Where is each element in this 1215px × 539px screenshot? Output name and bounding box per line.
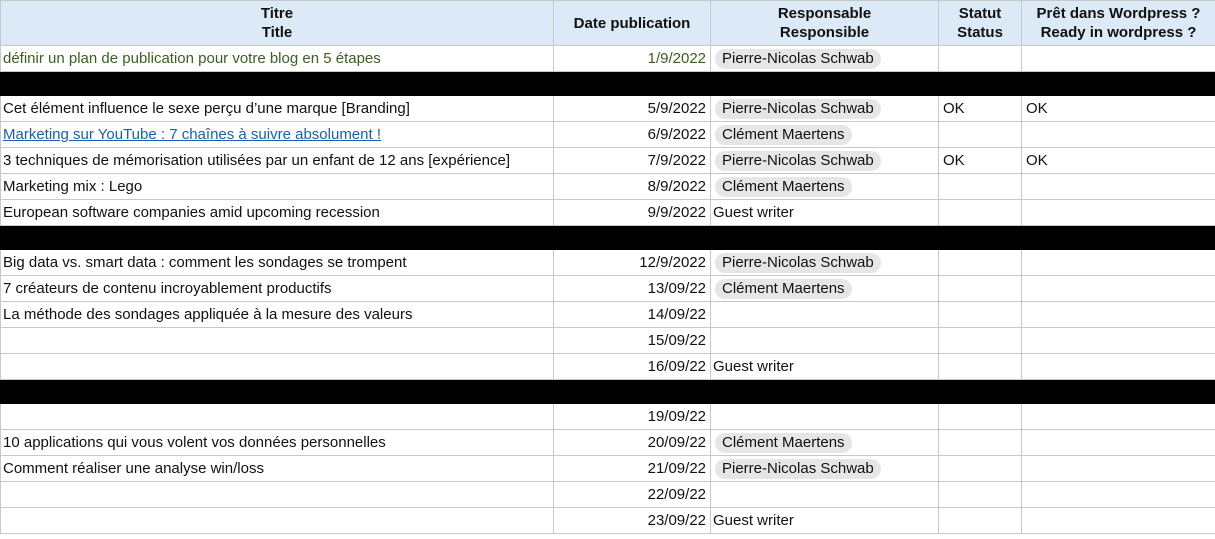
title-link[interactable]: Marketing sur YouTube : 7 chaînes à suivre absolument ! — [3, 126, 381, 143]
title-cell[interactable] — [1, 508, 554, 534]
title-cell[interactable]: définir un plan de publication pour votre blog en 5 étapes — [1, 46, 554, 72]
date-cell[interactable]: 15/09/22 — [554, 328, 711, 354]
date-cell[interactable]: 22/09/22 — [554, 482, 711, 508]
date-cell[interactable]: 14/09/22 — [554, 302, 711, 328]
date-cell[interactable]: 5/9/2022 — [554, 96, 711, 122]
date-cell[interactable]: 12/9/2022 — [554, 250, 711, 276]
responsible-cell[interactable] — [711, 456, 939, 482]
week-separator — [1, 380, 1215, 404]
status-cell[interactable] — [939, 122, 1022, 148]
date-cell[interactable]: 6/9/2022 — [554, 122, 711, 148]
table-row — [1, 508, 1215, 534]
table-row — [1, 302, 1215, 328]
responsible-cell[interactable] — [711, 250, 939, 276]
ready-cell[interactable] — [1022, 302, 1215, 328]
header-resp-en: Responsible — [779, 24, 870, 41]
ready-cell[interactable]: OK — [1022, 148, 1215, 174]
header-title-en: Title — [261, 24, 293, 41]
week-separator-row — [1, 72, 1215, 96]
status-cell[interactable] — [939, 354, 1022, 380]
date-cell[interactable]: 1/9/2022 — [554, 46, 711, 72]
responsible-cell[interactable] — [711, 430, 939, 456]
title-cell[interactable] — [1, 482, 554, 508]
responsible-cell[interactable] — [711, 122, 939, 148]
responsible-cell[interactable] — [711, 482, 939, 508]
responsible-cell[interactable] — [711, 404, 939, 430]
status-cell[interactable] — [939, 430, 1022, 456]
table-row — [1, 200, 1215, 226]
table-row — [1, 276, 1215, 302]
ready-cell[interactable] — [1022, 456, 1215, 482]
status-cell[interactable] — [939, 250, 1022, 276]
week-separator-row — [1, 380, 1215, 404]
ready-cell[interactable] — [1022, 354, 1215, 380]
table-row — [1, 250, 1215, 276]
title-cell[interactable]: Comment réaliser une analyse win/loss — [1, 456, 554, 482]
header-date[interactable]: Date publication — [554, 1, 711, 46]
table-row — [1, 482, 1215, 508]
ready-cell[interactable] — [1022, 328, 1215, 354]
status-cell[interactable] — [939, 508, 1022, 534]
title-cell[interactable]: Cet élément influence le sexe perçu d’une marque [Branding] — [1, 96, 554, 122]
date-cell[interactable]: 20/09/22 — [554, 430, 711, 456]
header-ready-fr: Prêt dans Wordpress ? — [1036, 5, 1201, 22]
ready-cell[interactable] — [1022, 404, 1215, 430]
status-cell[interactable] — [939, 46, 1022, 72]
person-chip[interactable]: Clément Maertens — [715, 433, 852, 453]
date-cell[interactable]: 13/09/22 — [554, 276, 711, 302]
ready-cell[interactable] — [1022, 46, 1215, 72]
status-cell[interactable] — [939, 174, 1022, 200]
date-cell[interactable]: 21/09/22 — [554, 456, 711, 482]
status-cell[interactable] — [939, 276, 1022, 302]
status-cell[interactable]: OK — [939, 148, 1022, 174]
table-row — [1, 122, 1215, 148]
ready-cell[interactable] — [1022, 200, 1215, 226]
ready-cell[interactable] — [1022, 482, 1215, 508]
ready-cell[interactable] — [1022, 276, 1215, 302]
responsible-cell[interactable] — [711, 148, 939, 174]
person-chip[interactable]: Pierre-Nicolas Schwab — [715, 99, 881, 119]
ready-cell[interactable] — [1022, 250, 1215, 276]
responsible-cell[interactable]: Guest writer — [711, 200, 939, 226]
table-row — [1, 46, 1215, 72]
responsible-cell[interactable] — [711, 46, 939, 72]
header-ready[interactable] — [1022, 1, 1215, 46]
title-cell[interactable] — [1, 328, 554, 354]
title-cell[interactable]: La méthode des sondages appliquée à la mesure des valeurs — [1, 302, 554, 328]
header-status[interactable] — [939, 1, 1022, 46]
header-row — [1, 1, 1215, 46]
date-cell[interactable]: 19/09/22 — [554, 404, 711, 430]
date-cell[interactable]: 9/9/2022 — [554, 200, 711, 226]
person-chip[interactable]: Pierre-Nicolas Schwab — [715, 151, 881, 171]
header-status-fr: Statut — [958, 5, 1002, 22]
responsible-cell[interactable] — [711, 328, 939, 354]
header-title[interactable] — [1, 1, 554, 46]
table-row — [1, 354, 1215, 380]
status-cell[interactable] — [939, 302, 1022, 328]
table-row — [1, 404, 1215, 430]
ready-cell[interactable] — [1022, 430, 1215, 456]
title-cell[interactable]: 7 créateurs de contenu incroyablement productifs — [1, 276, 554, 302]
ready-cell[interactable] — [1022, 508, 1215, 534]
title-cell[interactable] — [1, 122, 554, 148]
status-cell[interactable] — [939, 328, 1022, 354]
date-cell[interactable]: 16/09/22 — [554, 354, 711, 380]
table-row — [1, 174, 1215, 200]
table-row — [1, 96, 1215, 122]
person-chip[interactable]: Clément Maertens — [715, 177, 852, 197]
title-cell[interactable]: 10 applications qui vous volent vos données personnelles — [1, 430, 554, 456]
responsible-cell[interactable] — [711, 302, 939, 328]
ready-cell[interactable]: OK — [1022, 96, 1215, 122]
responsible-cell[interactable] — [711, 276, 939, 302]
week-separator — [1, 72, 1215, 96]
header-resp-fr: Responsable — [777, 5, 872, 22]
status-cell[interactable] — [939, 200, 1022, 226]
status-cell[interactable] — [939, 482, 1022, 508]
table-row — [1, 430, 1215, 456]
person-chip[interactable]: Pierre-Nicolas Schwab — [715, 49, 881, 69]
header-title-fr: Titre — [260, 5, 294, 22]
title-cell[interactable] — [1, 354, 554, 380]
date-cell[interactable]: 23/09/22 — [554, 508, 711, 534]
header-responsible[interactable] — [711, 1, 939, 46]
header-ready-en: Ready in wordpress ? — [1040, 24, 1197, 41]
title-cell[interactable]: Marketing mix : Lego — [1, 174, 554, 200]
responsible-cell[interactable]: Guest writer — [711, 354, 939, 380]
person-chip[interactable]: Pierre-Nicolas Schwab — [715, 253, 881, 273]
week-separator — [1, 226, 1215, 250]
table-row — [1, 456, 1215, 482]
table-row — [1, 328, 1215, 354]
title-cell[interactable] — [1, 404, 554, 430]
person-chip[interactable]: Pierre-Nicolas Schwab — [715, 459, 881, 479]
status-cell[interactable] — [939, 456, 1022, 482]
table-row — [1, 148, 1215, 174]
ready-cell[interactable] — [1022, 174, 1215, 200]
responsible-cell[interactable] — [711, 174, 939, 200]
person-chip[interactable]: Clément Maertens — [715, 125, 852, 145]
header-status-en: Status — [957, 24, 1003, 41]
person-chip[interactable]: Clément Maertens — [715, 279, 852, 299]
title-cell[interactable]: 3 techniques de mémorisation utilisées par un enfant de 12 ans [expérience] — [1, 148, 554, 174]
responsible-cell[interactable]: Guest writer — [711, 508, 939, 534]
responsible-cell[interactable] — [711, 96, 939, 122]
title-cell[interactable]: European software companies amid upcoming recession — [1, 200, 554, 226]
status-cell[interactable]: OK — [939, 96, 1022, 122]
week-separator-row — [1, 226, 1215, 250]
status-cell[interactable] — [939, 404, 1022, 430]
date-cell[interactable]: 7/9/2022 — [554, 148, 711, 174]
title-cell[interactable]: Big data vs. smart data : comment les sondages se trompent — [1, 250, 554, 276]
ready-cell[interactable] — [1022, 122, 1215, 148]
date-cell[interactable]: 8/9/2022 — [554, 174, 711, 200]
